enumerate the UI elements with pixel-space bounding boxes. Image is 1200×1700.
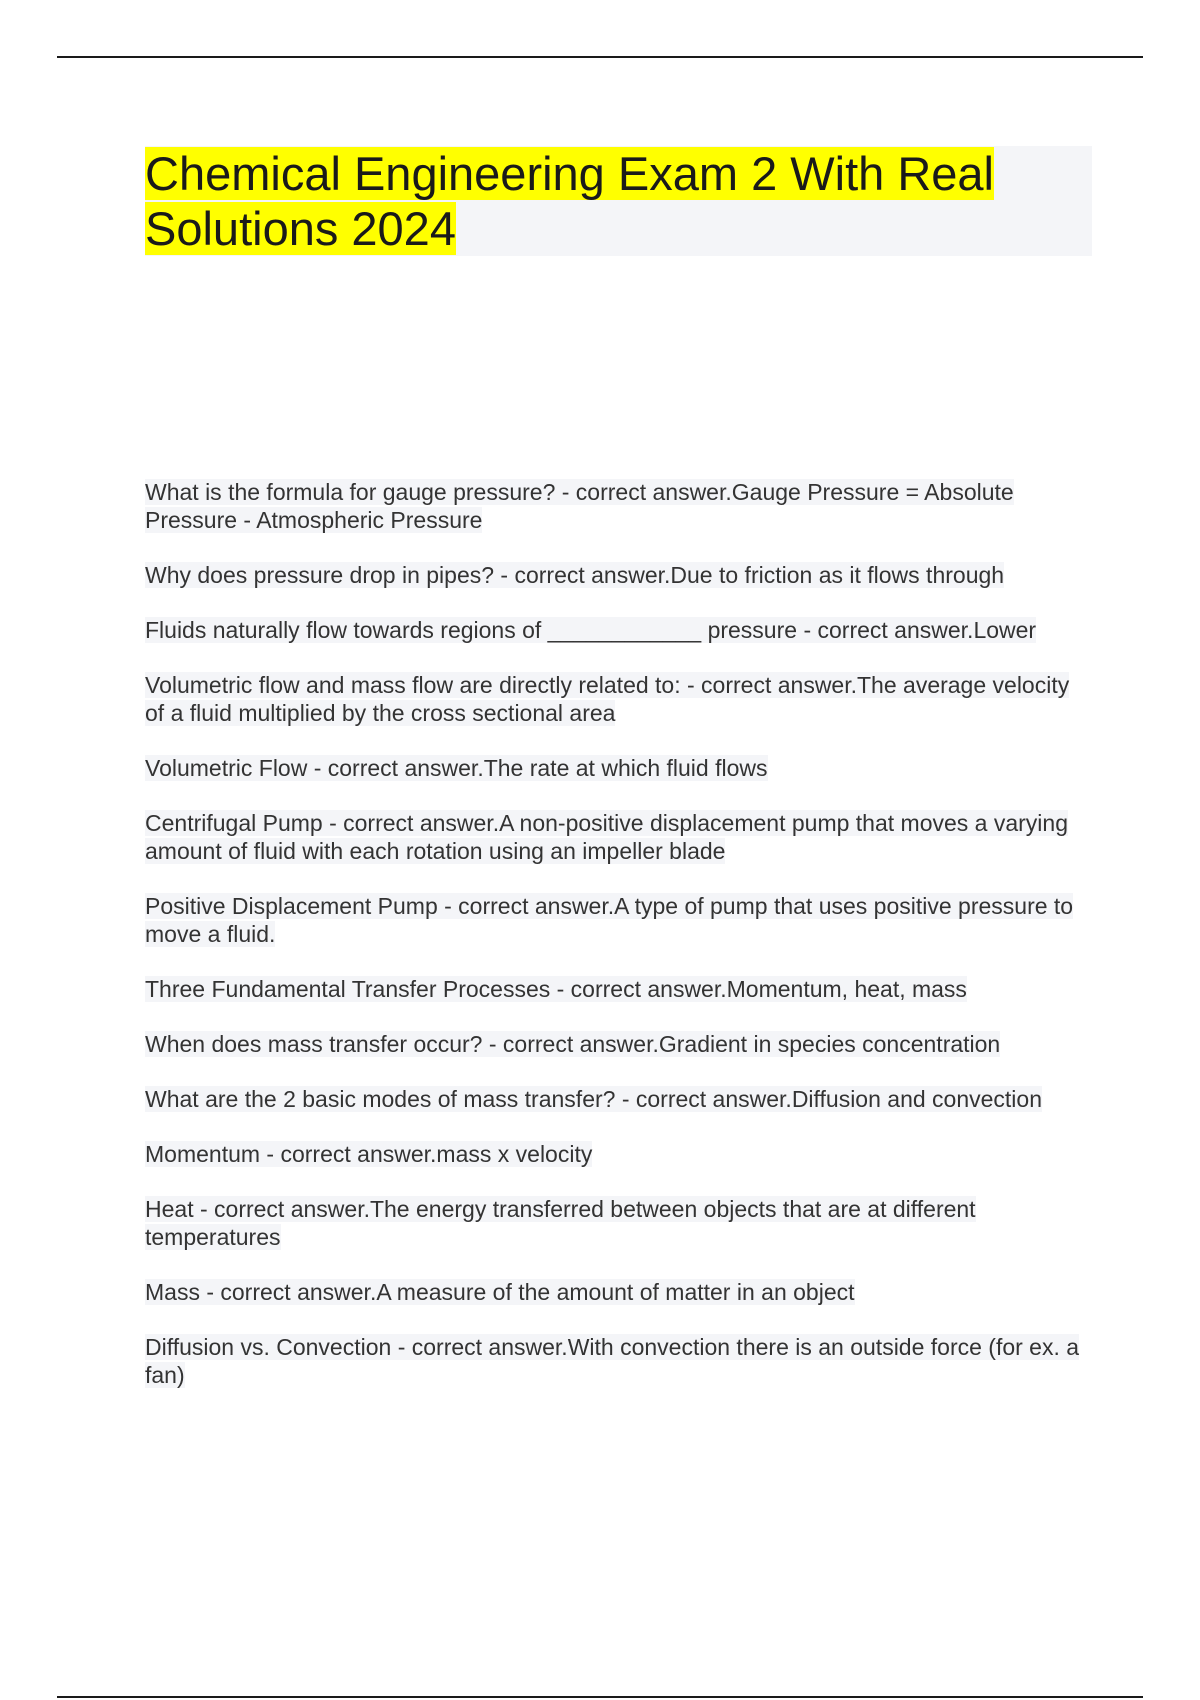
qa-item-text: Why does pressure drop in pipes? - correct answer.Due to friction as it flows through — [145, 562, 1005, 588]
qa-item — [145, 1085, 1080, 1113]
qa-item-text: Heat - correct answer.The energy transferred between objects that are at different temperatures — [145, 1196, 976, 1250]
qa-item-text: Three Fundamental Transfer Processes - correct answer.Momentum, heat, mass — [145, 976, 967, 1002]
qa-item — [145, 1140, 1080, 1168]
qa-item-text: Volumetric flow and mass flow are directly related to: - correct answer.The average velocity of a fluid multiplied by the cross sectional area — [145, 672, 1070, 726]
qa-item — [145, 892, 1080, 948]
qa-item-text: Momentum - correct answer.mass x velocity — [145, 1141, 593, 1167]
qa-item — [145, 1195, 1080, 1251]
qa-item — [145, 975, 1080, 1003]
qa-item-text: Diffusion vs. Convection - correct answer.With convection there is an outside force (for ex. a fan) — [145, 1334, 1080, 1388]
qa-item — [145, 671, 1080, 727]
qa-item — [145, 754, 1080, 782]
qa-item — [145, 1030, 1080, 1058]
document-title — [145, 146, 1092, 256]
qa-item — [145, 809, 1080, 865]
qa-item-text: Centrifugal Pump - correct answer.A non-positive displacement pump that moves a varying amount of fluid with each rotation using an impeller blade — [145, 810, 1068, 864]
title-block — [145, 146, 1092, 256]
qa-item-text: What are the 2 basic modes of mass transfer? - correct answer.Diffusion and convection — [145, 1086, 1042, 1112]
qa-item-text: Fluids naturally flow towards regions of ____________ pressure - correct answer.Lower — [145, 617, 1037, 643]
document-title-text: Chemical Engineering Exam 2 With Real Solutions 2024 — [145, 147, 994, 255]
top-divider — [57, 56, 1143, 58]
qa-item-text: Positive Displacement Pump - correct answer.A type of pump that uses positive pressure to move a fluid. — [145, 893, 1074, 947]
qa-item-text: When does mass transfer occur? - correct answer.Gradient in species concentration — [145, 1031, 1001, 1057]
qa-item-text: Mass - correct answer.A measure of the amount of matter in an object — [145, 1279, 855, 1305]
qa-item-text: Volumetric Flow - correct answer.The rate at which fluid flows — [145, 755, 768, 781]
qa-item — [145, 1333, 1080, 1389]
qa-item-text: What is the formula for gauge pressure? - correct answer.Gauge Pressure = Absolute Pressure - Atmospheric Pressure — [145, 479, 1014, 533]
bottom-divider — [57, 1696, 1143, 1698]
qa-list — [145, 478, 1080, 1416]
qa-item — [145, 478, 1080, 534]
qa-item — [145, 1278, 1080, 1306]
qa-item — [145, 616, 1080, 644]
qa-item — [145, 561, 1080, 589]
